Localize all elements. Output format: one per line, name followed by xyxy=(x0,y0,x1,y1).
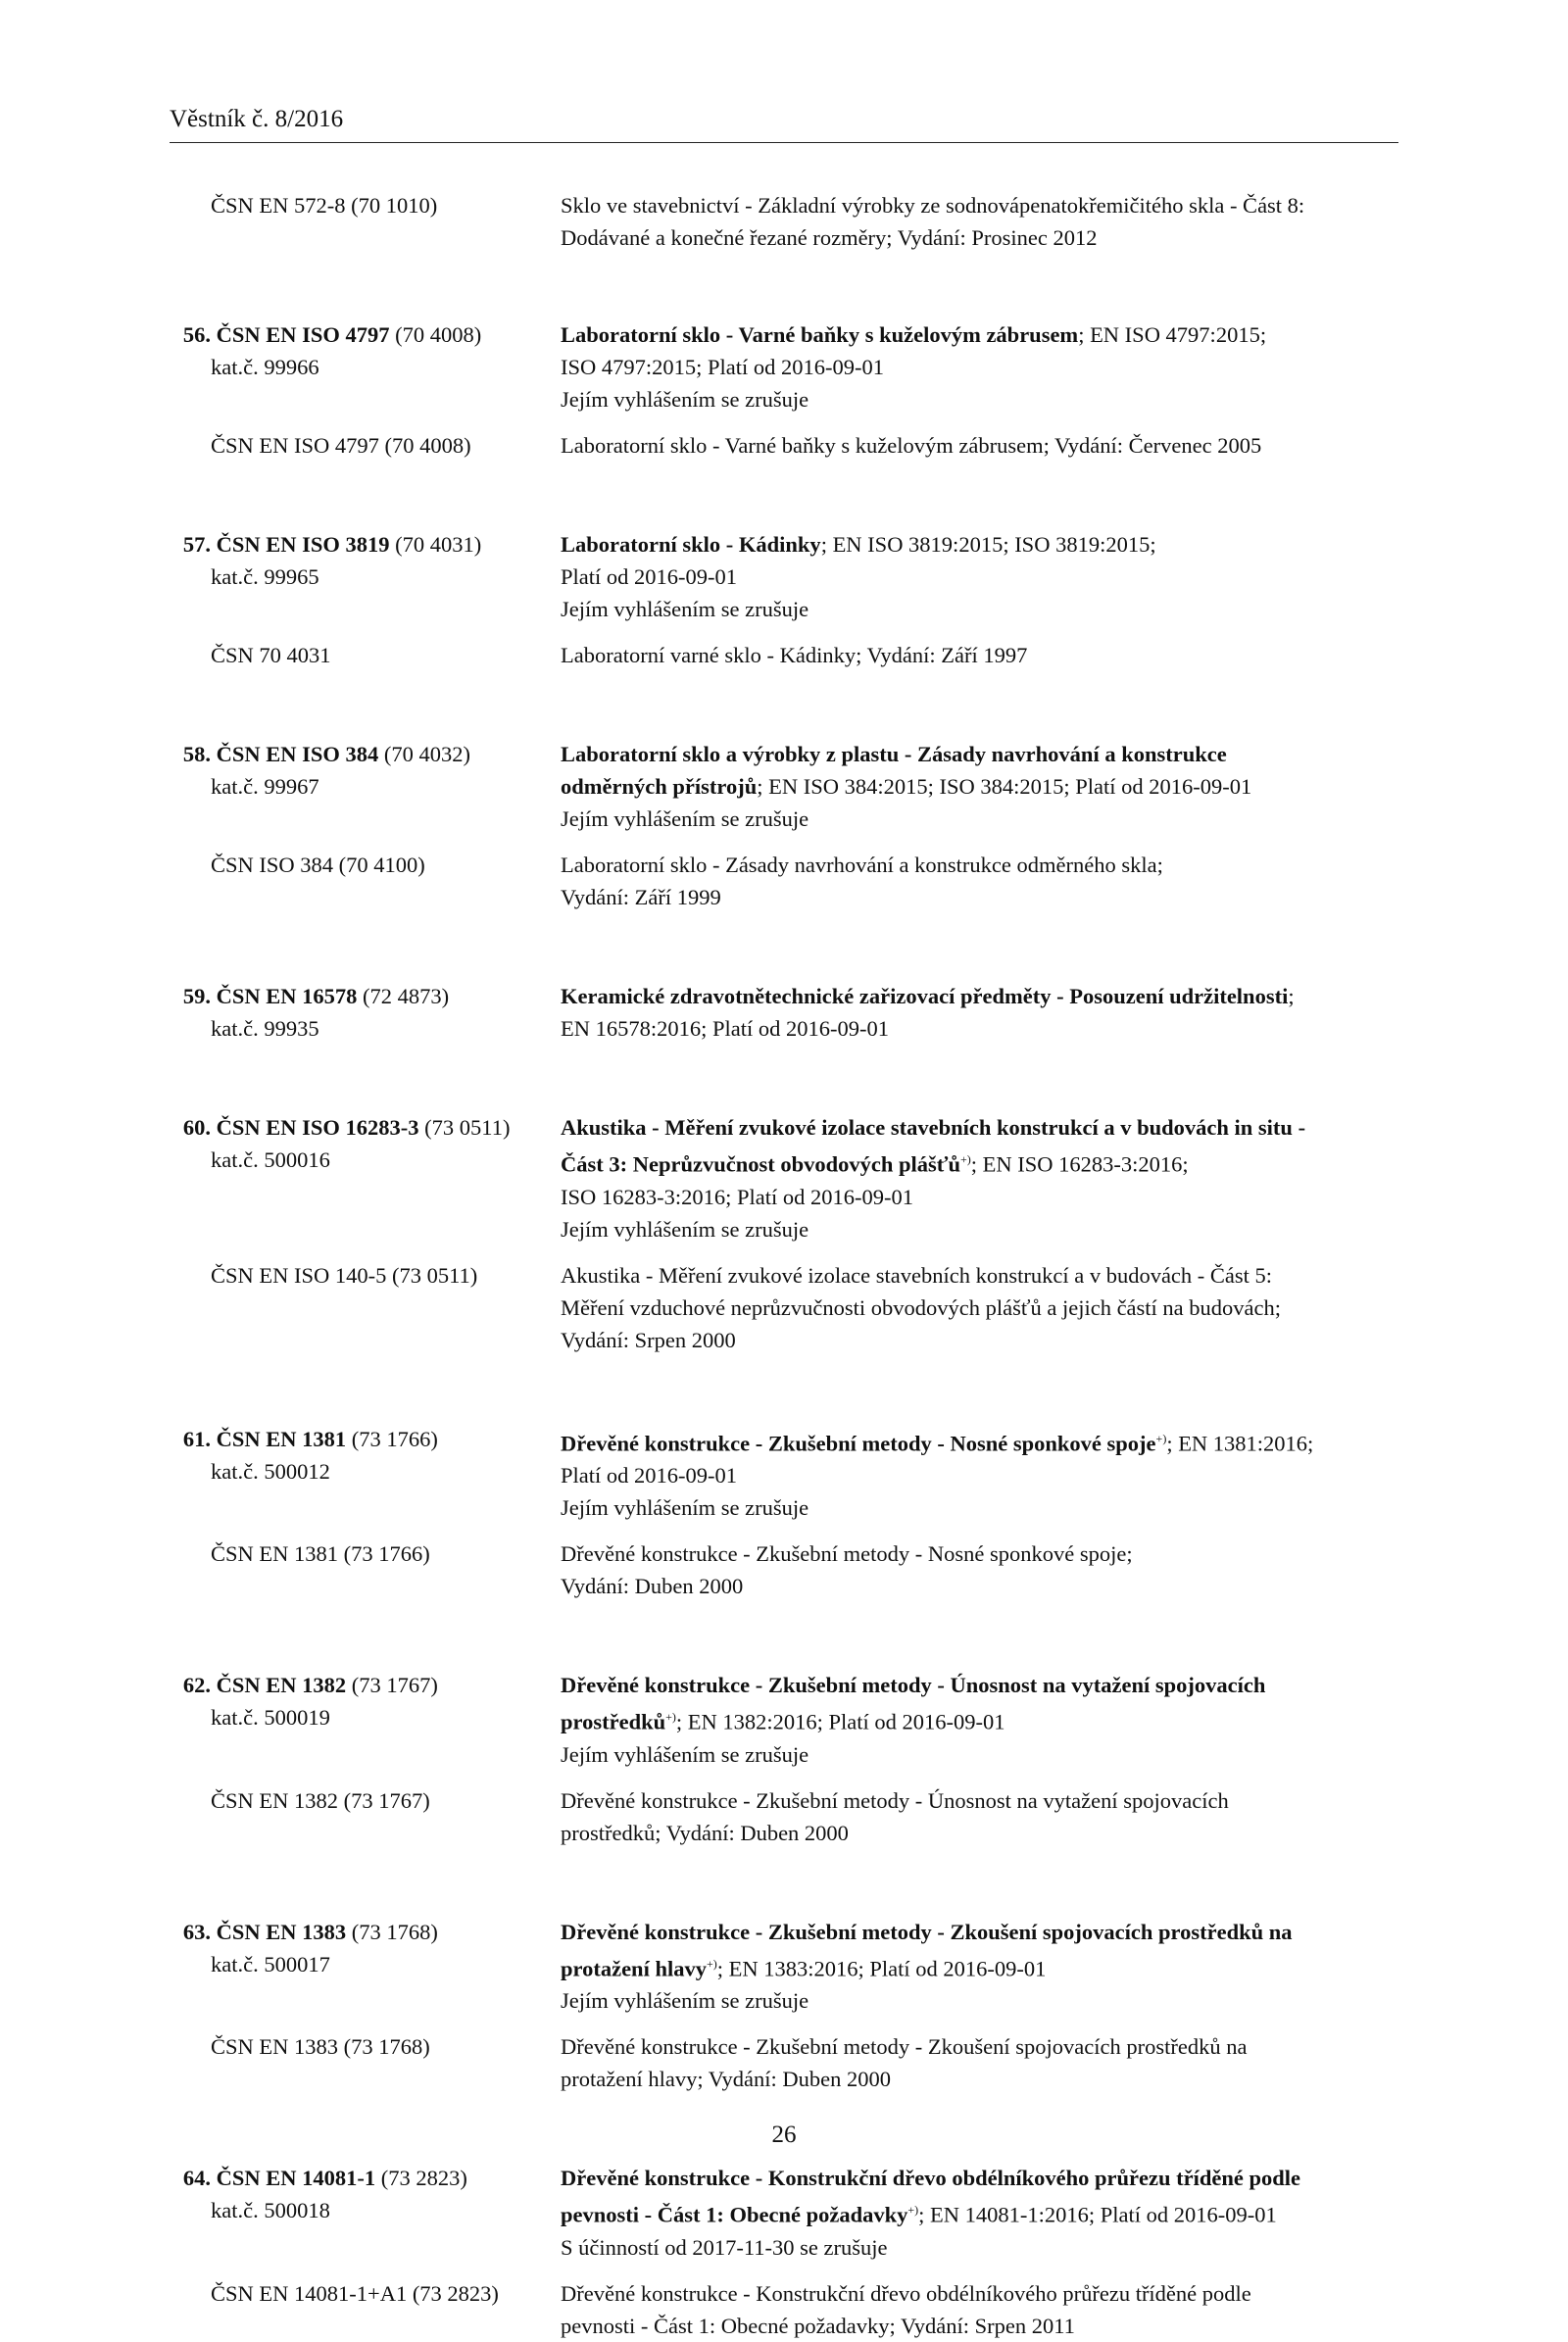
standard-entry-62 xyxy=(170,1669,1398,1849)
standard-description: Laboratorní sklo - Varné baňky s kuželovým zábrusem; EN ISO 4797:2015; ISO 4797:2015; Platí od 2016-09-01 Jejím vyhlášením se zrušuje xyxy=(561,322,1267,412)
standard-description: Dřevěné konstrukce - Zkušební metody - Únosnost na vytažení spojovacích prostředků+); EN 1382:2016; Platí od 2016-09-01 Jejím vyhlášením se zrušuje xyxy=(561,1673,1266,1767)
standard-code: ČSN EN 1382 xyxy=(216,1673,347,1697)
standard-code: ČSN EN ISO 4797 xyxy=(216,322,390,347)
standard-entry-56 xyxy=(170,318,1398,462)
standard-code-block: 58. ČSN EN ISO 384 (70 4032) kat.č. 99967 xyxy=(182,742,471,799)
standards-list xyxy=(170,189,1398,2342)
replaced-standard: ČSN EN ISO 4797 (70 4008) Laboratorní sklo - Varné baňky s kuželovým zábrusem; Vydání: Červenec 2005 xyxy=(211,433,1262,458)
replaced-standard: ČSN 70 4031 Laboratorní varné sklo - Kádinky; Vydání: Září 1997 xyxy=(211,643,1028,667)
standard-title: Akustika - Měření zvukové izolace stavebních konstrukcí a v budovách in situ - xyxy=(561,1115,1306,1140)
catalog-number: kat.č. 500016 xyxy=(211,1147,330,1172)
standard-title: Dřevěné konstrukce - Zkušební metody - Nosné sponkové spoje xyxy=(561,1431,1156,1455)
page-header: Věstník č. 8/2016 xyxy=(170,106,344,132)
catalog-number: kat.č. 99965 xyxy=(211,564,319,589)
replaced-standard: ČSN EN 1381 (73 1766) Dřevěné konstrukce - Zkušební metody - Nosné sponkové spoje; Vydání: Duben 2000 xyxy=(211,1541,1133,1598)
standard-description: Keramické zdravotnětechnické zařizovací předměty - Posouzení udržitelnosti; EN 16578:2016; Platí od 2016-09-01 xyxy=(561,984,1295,1041)
standard-entry-58 xyxy=(170,738,1398,913)
standard-code-block: 57. ČSN EN ISO 3819 (70 4031) kat.č. 99965 xyxy=(182,532,482,589)
standard-description: Laboratorní sklo - Kádinky; EN ISO 3819:2015; ISO 3819:2015; Platí od 2016-09-01 Jejím vyhlášením se zrušuje xyxy=(561,532,1156,621)
standard-description: Dřevěné konstrukce - Zkušební metody - Nosné sponkové spoje+); EN 1381:2016; Platí od 2016-09-01 Jejím vyhlášením se zrušuje xyxy=(561,1431,1314,1520)
replaced-standard-description: Sklo ve stavebnictví - Základní výrobky ze sodnovápenatokřemičitého skla - Část 8: Dodávané a konečné řezané rozměry; Vydání: Prosinec 2012 xyxy=(561,193,1305,250)
standard-title: Keramické zdravotnětechnické zařizovací předměty - Posouzení udržitelnosti xyxy=(561,984,1289,1008)
standard-code: ČSN EN 1383 xyxy=(216,1919,347,1944)
standard-code-block: 59. ČSN EN 16578 (72 4873) kat.č. 99935 xyxy=(182,984,450,1041)
replaced-standard-code: ČSN EN 1381 (73 1766) xyxy=(211,1541,430,1566)
standard-title: Laboratorní sklo - Varné baňky s kuželovým zábrusem xyxy=(561,322,1079,347)
standard-code: ČSN EN ISO 3819 xyxy=(216,532,390,557)
replaced-standard-code: ČSN EN 14081-1+A1 (73 2823) xyxy=(211,2280,499,2306)
standard-entry-60 xyxy=(170,1111,1398,1356)
standard-description: Laboratorní sklo a výrobky z plastu - Zásady navrhování a konstrukce odměrných přístrojů; EN ISO 384:2015; ISO 384:2015; Platí od 2016-09-01 Jejím vyhlášením se zrušuje xyxy=(561,742,1252,831)
standard-code: ČSN EN 1381 xyxy=(216,1426,347,1451)
catalog-number: kat.č. 500012 xyxy=(211,1458,330,1484)
replaced-standard-code: ČSN ISO 384 (70 4100) xyxy=(211,853,425,877)
standard-entry-63 xyxy=(170,1916,1398,2096)
standard-code-block: 63. ČSN EN 1383 (73 1768) kat.č. 500017 xyxy=(182,1919,438,1976)
replaced-standard-code: ČSN EN 1383 (73 1768) xyxy=(211,2034,430,2059)
standard-entry-64 xyxy=(170,2162,1398,2342)
replaced-standard-code: ČSN EN 1382 (73 1767) xyxy=(211,1787,430,1813)
page-number: 26 xyxy=(771,2122,797,2148)
standard-description: Dřevěné konstrukce - Zkušební metody - Zkoušení spojovacích prostředků na protažení hlavy+); EN 1383:2016; Platí od 2016-09-01 Jejím vyhlášením se zrušuje xyxy=(561,1919,1293,2013)
standard-entry-59 xyxy=(170,980,1398,1045)
replaced-standard: ČSN EN ISO 140-5 (73 0511) Akustika - Měření zvukové izolace stavebních konstrukcí a v budovách - Část 5: Měření vzduchové neprůzvučnosti obvodových plášťů a jejich částí na budovách; Vydání: Srpen 2000 xyxy=(211,1262,1282,1352)
standard-entry-57 xyxy=(170,528,1398,671)
standard-code-block: 64. ČSN EN 14081-1 (73 2823) kat.č. 500018 xyxy=(182,2166,467,2222)
catalog-number: kat.č. 99967 xyxy=(211,774,319,799)
standard-entry-61 xyxy=(170,1423,1398,1603)
standard-title: Dřevěné konstrukce - Zkušební metody - Zkoušení spojovacích prostředků na xyxy=(561,1919,1293,1944)
catalog-number: kat.č. 99935 xyxy=(211,1016,319,1041)
replaced-standard-code: ČSN EN ISO 4797 (70 4008) xyxy=(211,433,471,458)
replaced-standard-code: ČSN EN 572-8 (70 1010) xyxy=(211,193,438,218)
replaced-standard: ČSN EN 14081-1+A1 (73 2823) Dřevěné konstrukce - Konstrukční dřevo obdélníkového průřezu tříděné podle pevnosti - Část 1: Obecné požadavky; Vydání: Srpen 2011 xyxy=(211,2280,1251,2338)
replaced-standard-code: ČSN EN ISO 140-5 (73 0511) xyxy=(211,1262,478,1288)
replaced-standard: ČSN EN 1383 (73 1768) Dřevěné konstrukce - Zkušební metody - Zkoušení spojovacích prostředků na protažení hlavy; Vydání: Duben 2000 xyxy=(211,2034,1248,2091)
catalog-number: kat.č. 500018 xyxy=(211,2198,330,2222)
catalog-number: kat.č. 500017 xyxy=(211,1951,330,1976)
standard-title: Laboratorní sklo a výrobky z plastu - Zásady navrhování a konstrukce xyxy=(561,742,1227,766)
header-rule xyxy=(170,142,1398,143)
replaced-standard: ČSN EN 1382 (73 1767) Dřevěné konstrukce - Zkušební metody - Únosnost na vytažení spojovacích prostředků; Vydání: Duben 2000 xyxy=(211,1787,1229,1845)
standard-code: ČSN EN ISO 384 xyxy=(216,742,379,766)
replaced-standard-code: ČSN 70 4031 xyxy=(211,643,331,667)
standard-title: Dřevěné konstrukce - Zkušební metody - Únosnost na vytažení spojovacích xyxy=(561,1673,1266,1697)
standard-code-block: 62. ČSN EN 1382 (73 1767) kat.č. 500019 xyxy=(182,1673,438,1730)
replaced-standard: ČSN ISO 384 (70 4100) Laboratorní sklo - Zásady navrhování a konstrukce odměrného skla; Vydání: Září 1999 xyxy=(211,853,1163,909)
standard-code-block: 60. ČSN EN ISO 16283-3 (73 0511) kat.č. 500016 xyxy=(182,1115,511,1172)
catalog-number: kat.č. 500019 xyxy=(211,1705,330,1730)
standard-code-block: 56. ČSN EN ISO 4797 (70 4008) kat.č. 99966 xyxy=(182,322,482,379)
standard-code-block: 61. ČSN EN 1381 (73 1766) kat.č. 500012 xyxy=(182,1426,438,1484)
standard-description: Dřevěné konstrukce - Konstrukční dřevo obdélníkového průřezu tříděné podle pevnosti - Část 1: Obecné požadavky+); EN 14081-1:2016; Platí od 2016-09-01 S účinností od 2017-11-30 se zrušuje xyxy=(561,2166,1301,2260)
standard-description: Akustika - Měření zvukové izolace stavebních konstrukcí a v budovách in situ - Část 3: Neprůzvučnost obvodových plášťů+); EN ISO 16283-3:2016; ISO 16283-3:2016; Platí od 2016-09-01 Jejím vyhlášením se zrušuje xyxy=(561,1115,1306,1242)
standard-code: ČSN EN 16578 xyxy=(216,984,358,1008)
standard-code: ČSN EN 14081-1 xyxy=(216,2166,376,2190)
continued-replaced-standard xyxy=(170,189,1398,254)
catalog-number: kat.č. 99966 xyxy=(211,355,319,379)
standard-title: Laboratorní sklo - Kádinky xyxy=(561,532,821,557)
standard-code: ČSN EN ISO 16283-3 xyxy=(216,1115,419,1140)
standard-title: Dřevěné konstrukce - Konstrukční dřevo obdélníkového průřezu tříděné podle xyxy=(561,2166,1301,2190)
